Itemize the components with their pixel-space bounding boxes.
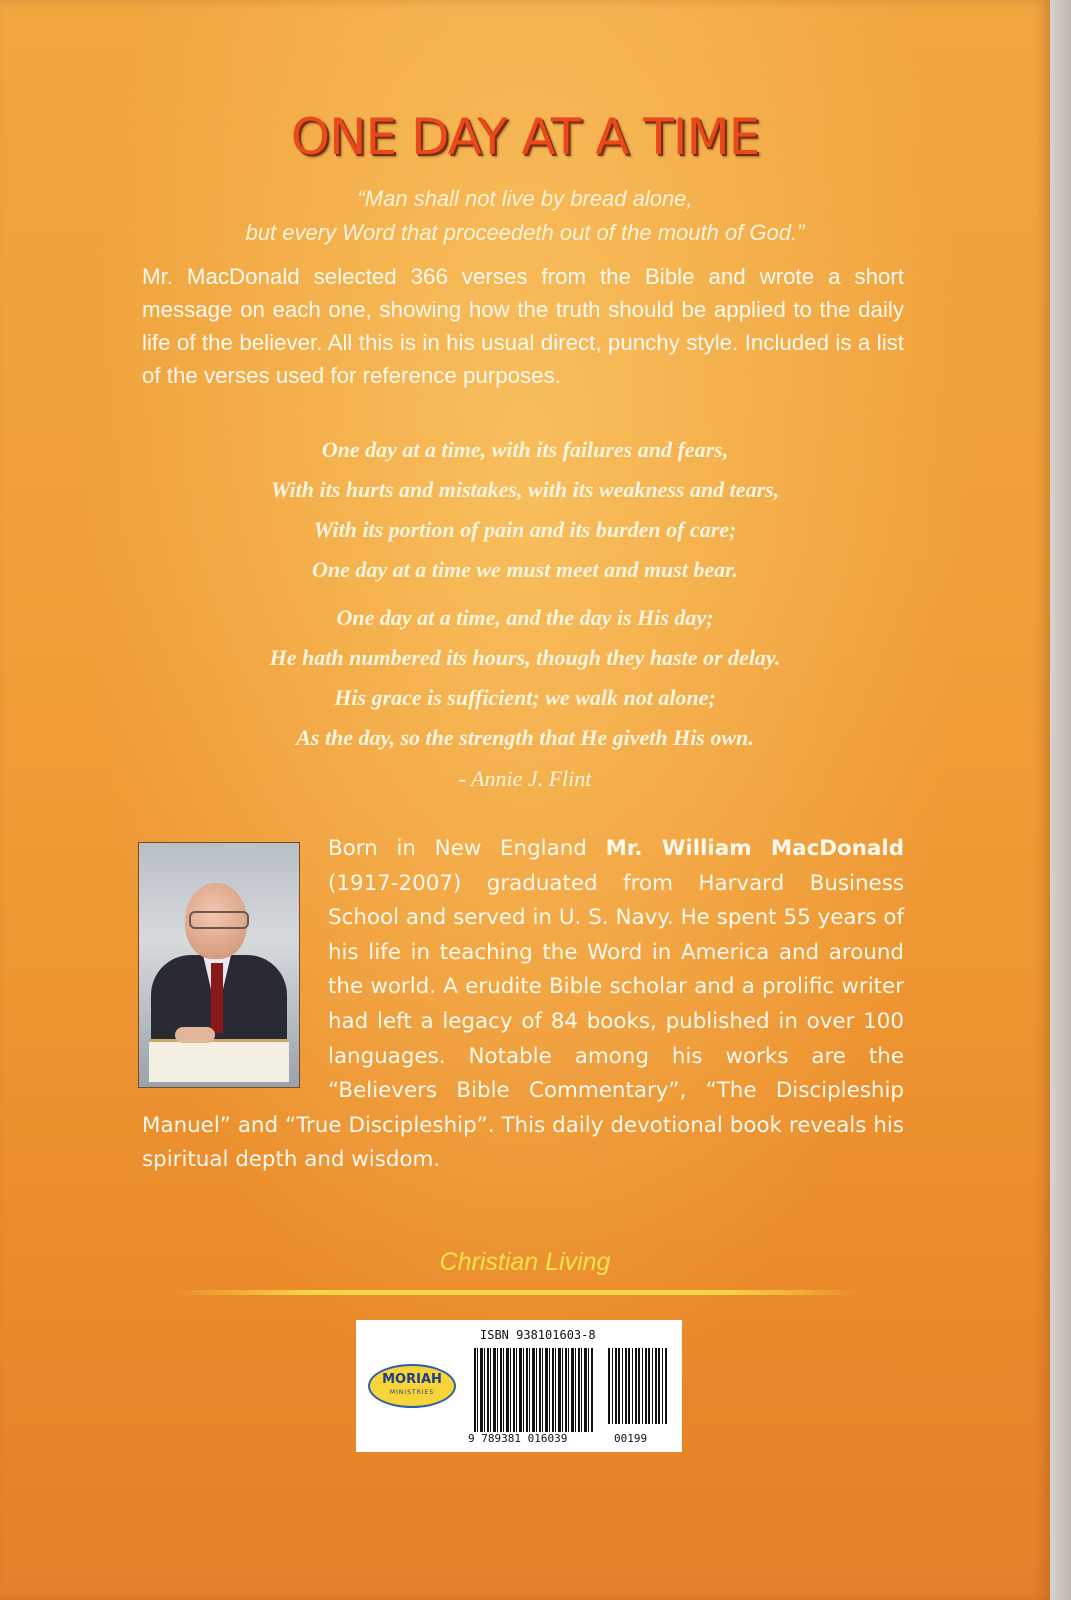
book-summary: Mr. MacDonald selected 366 verses from the Bible and wrote a short message on each one, showing how the truth should be applied to the daily life of the believer. All this is in his usual direct, punchy style. Included is a list of the verses used for reference purposes. — [142, 264, 904, 388]
addon-barcode — [608, 1348, 668, 1424]
page-edge — [1050, 0, 1071, 1600]
category-label: Christian Living — [439, 1248, 611, 1276]
poem-line: He hath numbered its hours, though they haste or delay. — [269, 645, 781, 670]
bio-text: (1917-2007) graduated from Harvard Business School and served in U. S. Navy. He spent 55 years of his life in teaching the Word in America and around the world. A erudite Bible scholar and a prolific writer had left a legacy of 84 books, published in over 100 languages. Notable among his works are the “Believers Bible Commentary”, “The Discipleship Manuel” and “True Discipleship”. This daily devotional book reveals his spiritual depth and wisdom. — [142, 870, 904, 1173]
poem-line: His grace is sufficient; we walk not alone; — [334, 685, 716, 710]
category-divider — [172, 1290, 862, 1295]
scripture-line-2: but every Word that proceedeth out of the mouth of God.” — [245, 220, 805, 245]
poem-line: One day at a time, with its failures and fears, — [321, 437, 729, 462]
poem-line: One day at a time we must meet and must bear. — [312, 557, 738, 582]
ean-barcode — [474, 1348, 594, 1432]
barcode-panel — [356, 1320, 682, 1452]
photo-tie — [211, 963, 223, 1033]
isbn-text: ISBN 938101603-8 — [480, 1328, 596, 1342]
scripture-line-1: “Man shall not live by bread alone, — [357, 186, 693, 211]
ean-number: 9 789381 016039 — [468, 1432, 568, 1445]
poem-line: As the day, so the strength that He giveth His own. — [296, 725, 754, 750]
poem-line: With its portion of pain and its burden of care; — [313, 517, 737, 542]
author-name: Mr. William MacDonald — [605, 836, 905, 861]
book-title: ONE DAY AT A TIME — [290, 108, 760, 166]
poem-line: One day at a time, and the day is His day; — [336, 605, 714, 630]
publisher-sub: MINISTRIES — [389, 1389, 435, 1396]
poem-stanza-2 — [0, 598, 1050, 758]
addon-number: 00199 — [614, 1432, 648, 1445]
bio-intro: Born in New England — [328, 836, 606, 861]
author-photo — [138, 842, 300, 1088]
poem-line: With its hurts and mistakes, with its weakness and tears, — [270, 477, 780, 502]
poem-author: - Annie J. Flint — [458, 766, 592, 791]
photo-bible — [149, 1039, 289, 1082]
photo-glasses — [189, 911, 249, 929]
photo-hand — [175, 1027, 215, 1043]
publisher-name: MORIAH — [382, 1372, 442, 1387]
publisher-logo — [368, 1364, 456, 1408]
poem-stanza-1 — [0, 430, 1050, 590]
scripture-quote — [0, 182, 1050, 250]
